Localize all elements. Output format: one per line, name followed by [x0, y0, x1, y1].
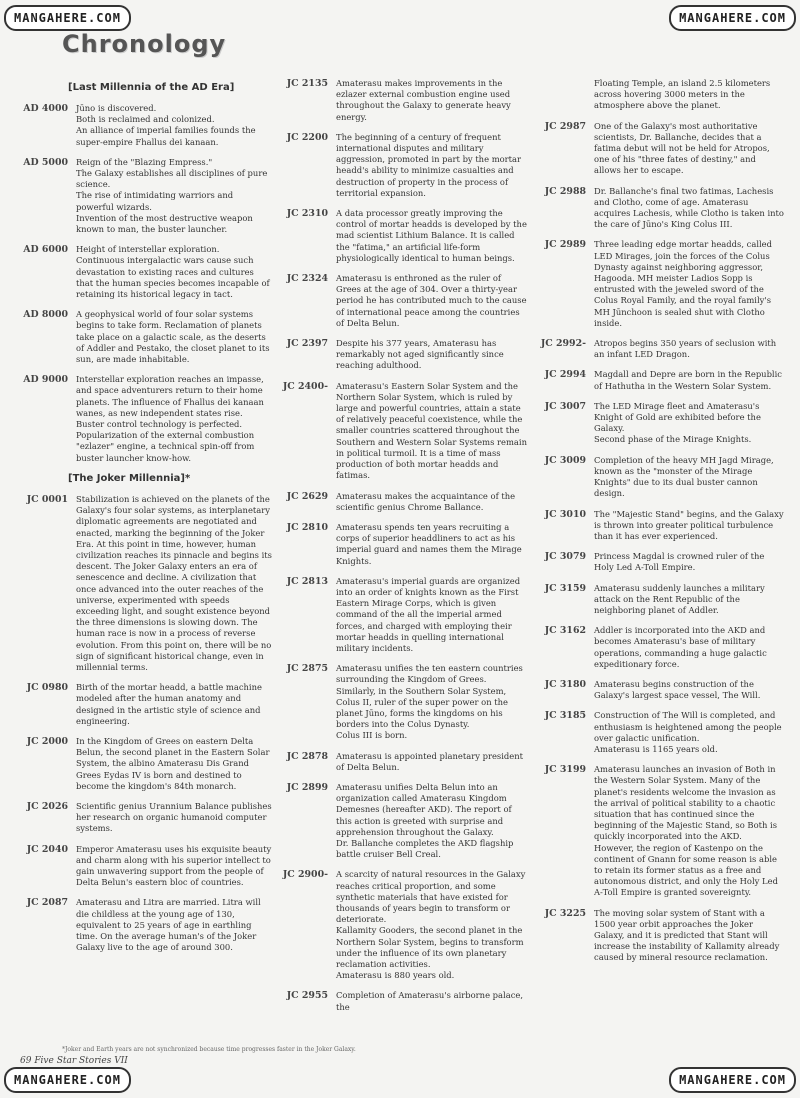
chronology-entry [18, 801, 272, 835]
chronology-entry [278, 338, 528, 372]
entry-text [594, 625, 784, 670]
entry-line: Amaterasu launches an invasion of Both in the Western Solar System. Many of the planet's residents welcome the invasion as the arrival of political stability to a chaotic situation that has continued since the beginning of the Majestic Stand, so Both is quickly incorporated into the AKD. However, the region of Kastenpo on the continent of Gnann for some reason is able to retain its former status as a free and autonomous district, and only the Holy Led A-Toll Empire is granted sovereignty. [594, 764, 778, 898]
entry-text [336, 208, 528, 264]
entry-year: JC 0001 [26, 493, 68, 505]
entry-line: The moving solar system of Stant with a 1500 year orbit approaches the Joker Galaxy, and it is predicted that Stant will increase the instability of Kallamity already caused by mineral resource reclamation. [594, 907, 780, 963]
watermark-bottom-right: MANGAHERE.COM [669, 1067, 796, 1093]
entry-line: Addler is incorporated into the AKD and becomes Amaterasu's base of military operations, commanding a huge galactic expeditionary force. [594, 625, 767, 669]
entry-year: JC 2310 [286, 208, 328, 220]
entry-text [336, 132, 528, 199]
chronology-entry [536, 121, 784, 177]
entry-line: Continuous intergalactic wars cause such devastation to existing races and cultures that the human species becomes incapable of retaining its historical legacy in tact. [76, 255, 270, 300]
watermark-bottom-left: MANGAHERE.COM [4, 1067, 131, 1093]
entry-year: JC 2087 [26, 897, 68, 909]
entry-line: Amaterasu makes the acquaintance of the scientific genius Chrome Ballance. [336, 490, 516, 512]
chronology-entry [536, 509, 784, 543]
chronology-entry [536, 455, 784, 500]
entry-line: Scientific genius Urannium Balance publishes her research on organic humanoid computer systems. [76, 800, 272, 834]
chronology-entry [278, 381, 528, 482]
entry-text [76, 682, 272, 727]
entry-line: Amaterasu makes improvements in the ezlazer external combustion engine used throughout the Galaxy to generate heavy energy. [336, 78, 511, 122]
entry-year: JC 2878 [286, 750, 328, 762]
entry-text [594, 509, 784, 543]
page-title: Chronology [62, 30, 227, 58]
entry-text [594, 764, 784, 898]
entry-line: Emperor Amaterasu uses his exquisite beauty and charm along with his superior intellect to gain unwavering support from the people of Delta Belun's eastern bloc of countries. [76, 843, 272, 888]
entry-text [76, 897, 272, 953]
chronology-entry [536, 338, 784, 360]
section-heading-ad-era: [Last Millennia of the AD Era] [68, 82, 235, 93]
chronology-entry [278, 663, 528, 741]
entry-line: The beginning of a century of frequent international disputes and military aggression, promoted in part by the mortar headd's ability to minimize casualties and destruction of property in the process of territorial expansion. [336, 131, 522, 198]
entry-text [594, 679, 784, 701]
entry-line: Princess Magdal is crowned ruler of the Holy Led A-Toll Empire. [594, 551, 765, 573]
entry-line: Jūno is discovered. [76, 103, 157, 113]
entry-year: JC 2040 [26, 843, 68, 855]
entry-text [76, 157, 272, 235]
entry-year: JC 3180 [544, 678, 586, 690]
entry-year: JC 2955 [286, 990, 328, 1002]
entry-line: The "Majestic Stand" begins, and the Galaxy is thrown into greater political turbulence than it has ever experienced. [594, 508, 784, 541]
entry-line: Despite his 377 years, Amaterasu has remarkably not aged significantly since reaching adulthood. [336, 338, 504, 371]
entry-line: Both is reclaimed and colonized. [76, 114, 215, 125]
entry-year: JC 2813 [286, 575, 328, 587]
entry-line: Completion of Amaterasu's airborne palace, the [336, 990, 524, 1012]
entry-line: Buster control technology is perfected. [76, 419, 243, 430]
chronology-entry [18, 103, 272, 148]
entry-text [336, 338, 528, 372]
entry-line: Amaterasu is enthroned as the ruler of Grees at the age of 304. Over a thirty-year period he has contributed much to the cause of international peace among the countries of Delta Belun. [336, 273, 527, 328]
chronology-entry [278, 751, 528, 773]
chronology-entry [536, 551, 784, 573]
chronology-entry [536, 239, 784, 329]
entries-list-ad [18, 103, 272, 464]
entry-line: One of the Galaxy's most authoritative scientists, Dr. Ballanche, decides that a fatima debut will not be held for Atropos, one of his "three fates of destiny," and allows her to escape. [594, 120, 770, 176]
watermark-top-left: MANGAHERE.COM [4, 5, 131, 31]
entry-text [594, 369, 784, 391]
entry-year: JC 2629 [286, 490, 328, 502]
entry-text [76, 309, 272, 365]
entry-line: The rise of intimidating warriors and powerful wizards. [76, 190, 234, 212]
chronology-entry [278, 208, 528, 264]
entry-year: JC 2987 [544, 120, 586, 132]
chronology-entry [278, 782, 528, 860]
entry-year: JC 3225 [544, 907, 586, 919]
entry-line: Amaterasu begins construction of the Galaxy's largest space vessel, The Will. [594, 678, 761, 701]
chronology-entry [278, 132, 528, 199]
watermark-top-right: MANGAHERE.COM [669, 5, 796, 31]
entry-line: Amaterasu's imperial guards are organized into an order of knights known as the First Eastern Mirage Corps, which is given command of the all the imperial armed forces, and charged with employing their mortar headds in quelling international military incidents. [336, 575, 521, 653]
entry-text [76, 736, 272, 792]
entry-line: Amaterasu is appointed planetary president of Delta Belun. [336, 750, 523, 772]
chronology-entry [278, 869, 528, 981]
entry-text [336, 576, 528, 654]
entry-text [594, 551, 784, 573]
chronology-entry [536, 625, 784, 670]
entry-text [336, 491, 528, 513]
entry-line: Invention of the most destructive weapon known to man, the buster launcher. [76, 212, 253, 235]
entry-line: Magdall and Depre are born in the Republic of Hathutha in the Western Solar System. [594, 369, 782, 391]
chronology-entry [536, 401, 784, 446]
entry-line: The LED Mirage fleet and Amaterasu's Knight of Gold are exhibited before the Galaxy. [594, 400, 761, 434]
entry-year: JC 2000 [26, 735, 68, 747]
entry-year: JC 3159 [544, 582, 586, 594]
chronology-entry [278, 273, 528, 329]
chronology-entry [18, 309, 272, 365]
entry-line: A scarcity of natural resources in the Galaxy reaches critical proportion, and some synthetic materials that have existed for thousands of years begin to transform or deteriorate. [336, 869, 526, 925]
column-3 [536, 78, 784, 973]
entry-line: Height of interstellar exploration. [76, 244, 220, 255]
entry-year: JC 3162 [544, 625, 586, 637]
entry-text [336, 522, 528, 567]
chronology-entry [278, 78, 528, 123]
entry-line: Stabilization is achieved on the planets of the Galaxy's four solar systems, as interplanetary diplomatic agreements are negotiated and enacted, marking the beginning of the Joker Era. At this point in time, however, human civilization reaches its pinnacle and begins its descent. The Joker Galaxy enters an era of senescence and decline. A civilization that once advanced into the outer reaches of the universe, experimented with speeds exceeding light, and sought existence beyond the three dimensions is slowing down. The human race is now in a process of reverse evolution. From this point on, there will be no sign of significant historical change, even in millennial terms. [76, 493, 272, 672]
entry-year: JC 2810 [286, 521, 328, 533]
entry-line: Similarly, in the Southern Solar System, Colus II, ruler of the super power on the planet Jūno, forms the kingdoms on his borders into the Colus Dynasty. [336, 685, 508, 730]
entry-year [536, 78, 594, 112]
entries-list-joker [18, 494, 272, 954]
entry-text [76, 801, 272, 835]
chronology-entry [278, 990, 528, 1012]
chronology-entry [536, 369, 784, 391]
entry-year: AD 5000 [23, 156, 68, 168]
chronology-entry [536, 710, 784, 755]
chronology-entry [536, 583, 784, 617]
entry-text [594, 455, 784, 500]
entry-text [336, 273, 528, 329]
chronology-entry [18, 374, 272, 464]
entry-line: Interstellar exploration reaches an impasse, and space adventurers return to their home planets. The influence of Fhallus dei kanaan wanes, as new independent states rise. [76, 374, 264, 418]
entry-line: Popularization of the external combustion "ezlazer" engine, a technical spin-off from buster launcher know-how. [76, 430, 255, 463]
entry-text [594, 401, 784, 446]
entry-year: AD 9000 [23, 374, 68, 386]
entry-line: Amaterasu spends ten years recruiting a corps of superior headdliners to act as his imperial guard and names them the Mirage Knights. [336, 521, 522, 566]
entry-line: Amaterasu and Litra are married. Litra will die childless at the young age of 130, equivalent to 25 years of age in earthling time. On the average human's of the Joker Galaxy live to the age of around 300. [76, 897, 261, 953]
entry-line: Birth of the mortar headd, a battle machine modeled after the human anatomy and designed in the artistic style of science and engineering. [76, 682, 262, 726]
entry-line: An alliance of imperial families founds the super-empire Fhallus dei kanaan. [76, 125, 256, 147]
entry-year: JC 2324 [286, 273, 328, 285]
chronology-entry [18, 682, 272, 727]
entry-text [594, 338, 784, 360]
entries-list-col2 [278, 78, 528, 1013]
entry-year: JC 3185 [544, 710, 586, 722]
entry-year: AD 6000 [23, 244, 68, 256]
entry-text [336, 869, 528, 981]
entry-line: Amaterasu unifies Delta Belun into an organization called Amaterasu Kingdom Demesnes (hereafter AKD). The report of this action is greeted with surprise and apprehension throughout the Galaxy. [336, 781, 512, 837]
chronology-entry [278, 576, 528, 654]
entry-year: JC 2200 [286, 131, 328, 143]
entry-year: JC 2400- [282, 380, 328, 392]
entry-year: AD 8000 [23, 309, 68, 321]
entry-text [594, 710, 784, 755]
entry-line: Three leading edge mortar headds, called LED Mirages, join the forces of the Colus Dynasty against neighboring aggressor, Hagooda. MH meister Ladios Sopp is entrusted with the jeweled sword of the Colus Royal Family, and the royal family's MH Jūnchoon is sealed shut with Clotho inside. [594, 239, 772, 328]
entry-text [76, 244, 272, 300]
entry-year: JC 2994 [544, 369, 586, 381]
entry-line: Amaterasu is 880 years old. [336, 970, 455, 981]
entry-text [594, 78, 784, 112]
entry-line: Floating Temple, an island 2.5 kilometers across hovering 3000 meters in the atmosphere above the planet. [594, 78, 771, 111]
entry-line: Construction of The Will is completed, and enthusiasm is heightened among the people over galactic unification. [594, 710, 782, 743]
entry-line: Colus III is born. [336, 730, 408, 741]
entry-text [76, 844, 272, 889]
entry-line: Completion of the heavy MH Jagd Mirage, known as the "monster of the Mirage Knights" due to its dual buster cannon design. [594, 454, 774, 499]
chronology-entry [18, 844, 272, 889]
chronology-entry [18, 736, 272, 792]
entry-line: Kallamity Gooders, the second planet in the Northern Solar System, begins to transform under the influence of its own planetary reclamation activities. [336, 925, 524, 970]
entry-text [336, 782, 528, 860]
entry-text [76, 494, 272, 673]
entry-year: JC 3007 [544, 400, 586, 412]
section-heading-joker: [The Joker Millennia]* [68, 472, 191, 484]
chronology-entry [536, 78, 784, 112]
entry-year: AD 4000 [23, 103, 68, 114]
entry-year: JC 3009 [544, 454, 586, 466]
entry-line: Amaterasu's Eastern Solar System and the Northern Solar System, which is ruled by large and powerful countries, attain a state of relatively peaceful coexistence, while the smaller countries scattered throughout the Southern and Western Solar Systems remain in political turmoil. It is a time of mass production of both mortar headds and fatimas. [336, 380, 527, 481]
entry-year: JC 3079 [544, 551, 586, 563]
column-2 [278, 78, 528, 1022]
entry-line: Dr. Ballanche completes the AKD flagship battle cruiser Bell Creal. [336, 837, 514, 860]
page-number: 69 Five Star Stories VII [20, 1056, 128, 1066]
entries-list-col3 [536, 78, 784, 964]
chronology-entry [536, 679, 784, 701]
entry-year: JC 2992- [540, 338, 586, 350]
chronology-entry [18, 157, 272, 235]
chronology-entry [18, 244, 272, 300]
entry-year: JC 3199 [544, 764, 586, 776]
entry-line: The Galaxy establishes all disciplines of pure science. [76, 168, 268, 190]
chronology-entry [536, 186, 784, 231]
entry-line: A geophysical world of four solar systems begins to take form. Reclamation of planets take place on a galactic scale, as the deserts of Addler and Pestako, the closet planet to its sun, are made inhabitable. [76, 309, 270, 365]
chronology-entry [18, 897, 272, 953]
entry-text [336, 751, 528, 773]
entry-line: A data processor greatly improving the control of mortar headds is developed by the mad scientist Lithium Balance. It is called the "fatima," an artificial life-form physiologically identical to human beings. [336, 208, 527, 263]
entry-year: JC 2900- [282, 869, 328, 881]
entry-text [336, 381, 528, 482]
entry-year: JC 2988 [544, 185, 586, 197]
footnote: *Joker and Earth years are not synchronized because time progresses faster in the Joker Galaxy. [62, 1046, 356, 1053]
entry-line: In the Kingdom of Grees on eastern Delta Belun, the second planet in the Eastern Solar System, the albino Amaterasu Dis Grand Grees Eydas IV is born and destined to become the kingdom's 84th monarch. [76, 735, 270, 791]
chronology-entry [278, 491, 528, 513]
chronology-entry [18, 494, 272, 673]
chronology-entry [536, 908, 784, 964]
entry-line: Dr. Ballanche's final two fatimas, Lachesis and Clotho, come of age. Amaterasu acquires Lachesis, while Clotho is taken into the care of Jūno's King Colus III. [594, 185, 784, 230]
entry-line: Amaterasu unifies the ten eastern countries surrounding the Kingdom of Grees. [336, 663, 523, 685]
entry-year: JC 2026 [26, 800, 68, 812]
entry-line: Reign of the "Blazing Empress." [76, 156, 213, 167]
entry-year: JC 2135 [286, 78, 328, 89]
entry-line: Second phase of the Mirage Knights. [594, 434, 752, 445]
entry-line: Atropos begins 350 years of seclusion with an infant LED Dragon. [594, 338, 777, 360]
entry-text [594, 583, 784, 617]
entry-year: JC 0980 [26, 682, 68, 694]
entry-line: Amaterasu suddenly launches a military attack on the Rent Republic of the neighboring planet of Addler. [594, 582, 765, 615]
entry-text [76, 374, 272, 464]
entry-text [336, 990, 528, 1012]
entry-line: Amaterasu is 1165 years old. [594, 743, 718, 754]
entry-year: JC 2989 [544, 239, 586, 251]
chronology-entry [536, 764, 784, 898]
entry-year: JC 3010 [544, 508, 586, 520]
entry-year: JC 2875 [286, 663, 328, 675]
entry-text [594, 239, 784, 329]
entry-text [594, 121, 784, 177]
entry-text [594, 186, 784, 231]
column-1 [18, 78, 272, 962]
entry-text [336, 78, 528, 123]
entry-year: JC 2397 [286, 338, 328, 350]
entry-text [594, 908, 784, 964]
chronology-entry [278, 522, 528, 567]
entry-year: JC 2899 [286, 781, 328, 793]
entry-text [76, 103, 272, 148]
entry-text [336, 663, 528, 741]
